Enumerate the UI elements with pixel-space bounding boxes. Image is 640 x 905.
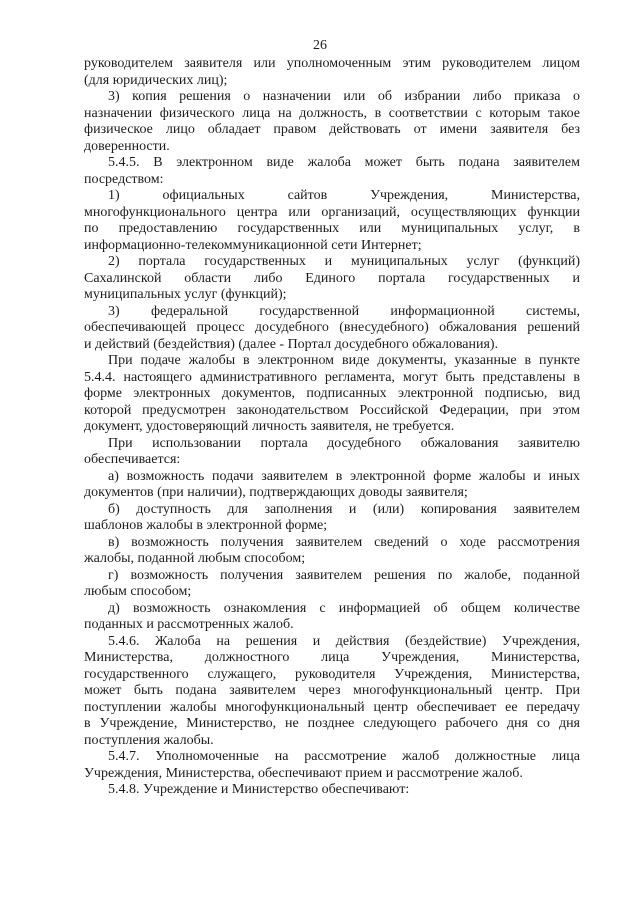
text-line: посредством: [84, 171, 164, 187]
text-line: в Учреждение, Министерство, не позднее следующего рабочего дня со дня [84, 716, 580, 731]
text-line: 5.4.4. настоящего административного регламента, могут быть представлены в [84, 369, 580, 385]
text-line: Сахалинской области либо Единого портала государственных и [84, 270, 580, 286]
text-line: (для юридических лиц); [84, 72, 228, 88]
document-body [84, 56, 580, 799]
text-line: а) возможность подачи заявителем в электронной форме жалобы и иных [108, 468, 580, 484]
text-line: назначении физического лица на должность, в соответствии с которым такое [84, 105, 580, 121]
text-line: документов (при наличии), подтверждающих доводы заявителя; [84, 485, 468, 500]
text-line: может быть подана заявителем через многофункциональный центр. При [84, 683, 580, 698]
text-line: форме электронных документов, подписанных электронной подписью, вид [84, 386, 580, 401]
text-line: шаблонов жалобы в электронной форме; [84, 518, 328, 533]
text-line: обеспечивающей процесс досудебного (внесудебного) обжалования решений [84, 320, 580, 335]
text-line: любым способом; [84, 584, 192, 599]
page-number: 26 [313, 38, 327, 53]
text-line: государственного служащего, руководителя Учреждения, Министерства, [84, 666, 580, 682]
text-line: поданных и рассмотренных жалоб. [84, 617, 294, 632]
text-line: обеспечивается: [84, 452, 181, 467]
text-line: 5.4.7. Уполномоченные на рассмотрение жалоб должностные лица [108, 749, 580, 764]
text-line: по предоставлению государственных или муниципальных услуг, в [84, 221, 580, 236]
text-line: которой предусмотрен законодательством Российской Федерации, при этом [84, 402, 580, 418]
text-line: жалобы, поданной любым способом; [84, 551, 306, 566]
text-line: д) возможность ознакомления с информацией об общем количестве [108, 600, 580, 616]
text-line: 5.4.6. Жалоба на решения и действия (бездействие) Учреждения, [108, 633, 580, 649]
text-line: и действий (бездействия) (далее - Портал досудебного обжалования). [84, 336, 499, 352]
text-line: 5.4.8. Учреждение и Министерство обеспечивают: [108, 782, 410, 797]
text-line: б) доступность для заполнения и (или) копирования заявителем [108, 501, 580, 517]
text-line: 3) копия решения о назначении или об избрании либо приказа о [108, 89, 580, 104]
text-line: документ, удостоверяющий личность заявителя, не требуется. [84, 419, 455, 434]
text-line: г) возможность получения заявителем решения по жалобе, поданной [108, 567, 580, 583]
text-line: Министерства, должностного лица Учреждения, Министерства, [84, 650, 580, 665]
text-line: информационно-телекоммуникационной сети Интернет; [84, 237, 422, 253]
text-line: 1) официальных сайтов Учреждения, Министерства, [108, 188, 580, 203]
text-line: 2) портала государственных и муниципальных услуг (функций) [108, 254, 580, 269]
text-line: 3) федеральной государственной информационной системы, [108, 303, 580, 319]
text-line: Учреждения, Министерства, обеспечивают прием и рассмотрение жалоб. [84, 765, 523, 781]
text-line: муниципальных услуг (функций); [84, 287, 287, 302]
text-line: 5.4.5. В электронном виде жалоба может быть подана заявителем [108, 155, 580, 170]
text-line: При подаче жалобы в электронном виде документы, указанные в пункте [108, 353, 580, 368]
text-line: доверенности. [84, 138, 170, 154]
text-line: руководителем заявителя или уполномоченным этим руководителем лицом [84, 56, 580, 71]
text-line: поступлении жалобы многофункциональный центр обеспечивает ее передачу [84, 699, 580, 715]
text-line: в) возможность получения заявителем сведений о ходе рассмотрения [108, 534, 580, 550]
text-line: многофункционального центра или организаций, осуществляющих функции [84, 204, 580, 220]
text-line: физическое лицо обладает правом действовать от имени заявителя без [84, 122, 580, 137]
text-line: поступления жалобы. [84, 732, 214, 748]
text-line: При использовании портала досудебного обжалования заявителю [108, 435, 580, 451]
